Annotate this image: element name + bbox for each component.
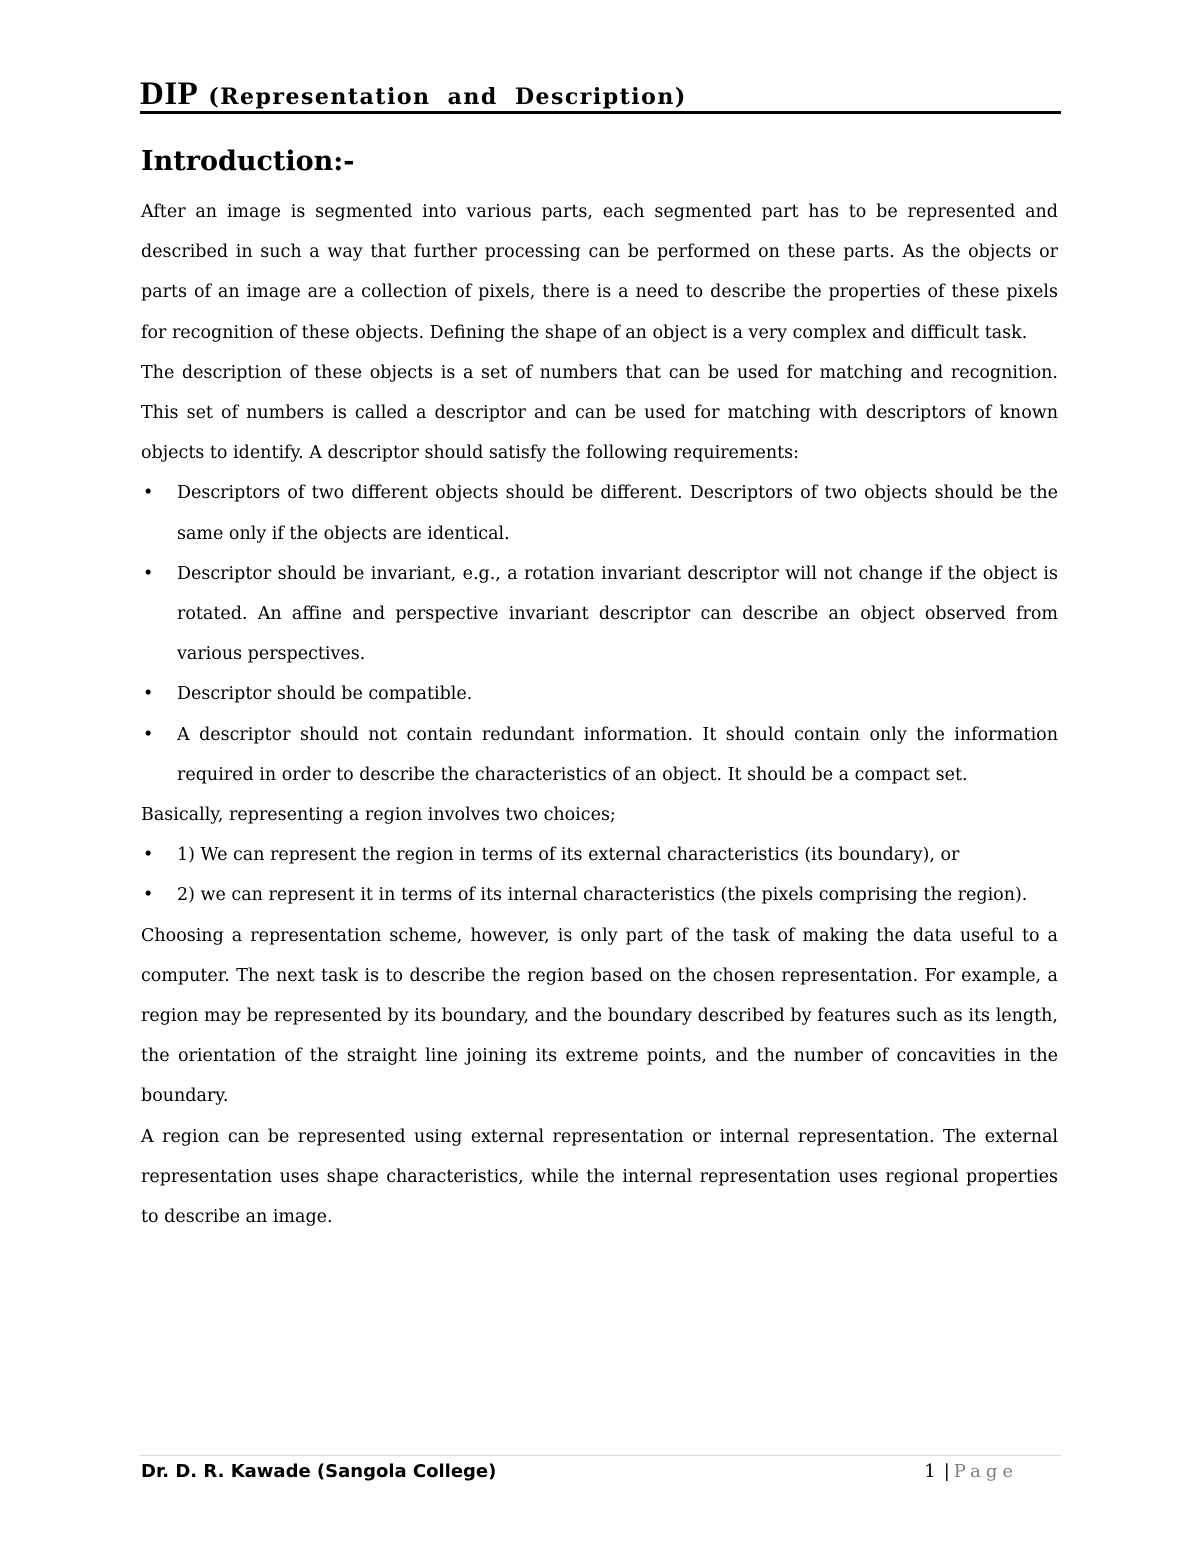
- bullet-icon: •: [143, 724, 154, 745]
- bullet-icon: •: [143, 885, 154, 906]
- intro-paragraph-2: The description of these objects is a set of numbers that can be used for matching and recognition. This set of numbers is called a descriptor and can be used for matching with descriptors of known objects to identify. A descriptor should satisfy the following requirements:: [141, 362, 1058, 464]
- list-item-text: 1) We can represent the region in terms of its external characteristics (its boundary), or: [177, 845, 960, 866]
- list-item: [141, 554, 1058, 675]
- bullet-icon: •: [143, 684, 154, 705]
- representation-paragraph: A region can be represented using external representation or internal representation. The external representation uses shape characteristics, while the internal representation uses regional properties to describe an image.: [141, 1126, 1058, 1228]
- intro-paragraph-1: After an image is segmented into various parts, each segmented part has to be represented and described in such a way that further processing can be performed on these parts. As the objects or parts of an image are a collection of pixels, there is a need to describe the properties of these pixels for recognition of these objects. Defining the shape of an object is a very complex and difficult task.: [141, 202, 1058, 343]
- list-item: [141, 715, 1058, 795]
- bullet-icon: •: [143, 845, 154, 866]
- choices-list: [141, 835, 1058, 915]
- page-label: Page: [953, 1461, 1018, 1482]
- choices-intro-paragraph: Basically, representing a region involves two choices;: [141, 805, 616, 826]
- document-header: [140, 76, 1061, 114]
- list-item-text: Descriptor should be compatible.: [177, 684, 473, 705]
- page-indicator: [924, 1458, 1018, 1486]
- list-item-text: Descriptors of two different objects should be different. Descriptors of two objects should be the same only if the objects are identical.: [177, 483, 1058, 544]
- section-title: Introduction:-: [141, 146, 355, 177]
- bullet-icon: •: [143, 483, 154, 504]
- list-item: [141, 473, 1058, 553]
- page-number: 1: [924, 1461, 936, 1482]
- scheme-paragraph: Choosing a representation scheme, however, is only part of the task of making the data useful to a computer. The next task is to describe the region based on the chosen representation. For example, a region may be represented by its boundary, and the boundary described by features such as its length, the orientation of the straight line joining its extreme points, and the number of concavities in the boundary.: [141, 925, 1058, 1107]
- header-abbr: DIP: [140, 76, 199, 112]
- bullet-icon: •: [143, 563, 154, 584]
- footer-divider: [140, 1455, 1061, 1456]
- list-item-text: 2) we can represent it in terms of its internal characteristics (the pixels comprising the region).: [177, 885, 1028, 906]
- footer-author: Dr. D. R. Kawade (Sangola College): [141, 1461, 497, 1482]
- list-item: [141, 875, 1058, 915]
- page-separator: |: [943, 1461, 950, 1482]
- requirements-list: [141, 473, 1058, 795]
- list-item: [141, 674, 1058, 714]
- document-body: [141, 192, 1058, 1237]
- list-item-text: A descriptor should not contain redundant information. It should contain only the information required in order to describe the characteristics of an object. It should be a compact set.: [177, 724, 1058, 785]
- header-subtitle: (Representation and Description): [208, 84, 687, 110]
- list-item: [141, 835, 1058, 875]
- list-item-text: Descriptor should be invariant, e.g., a rotation invariant descriptor will not change if the object is rotated. An affine and perspective invariant descriptor can describe an object observed from various perspectives.: [177, 563, 1058, 665]
